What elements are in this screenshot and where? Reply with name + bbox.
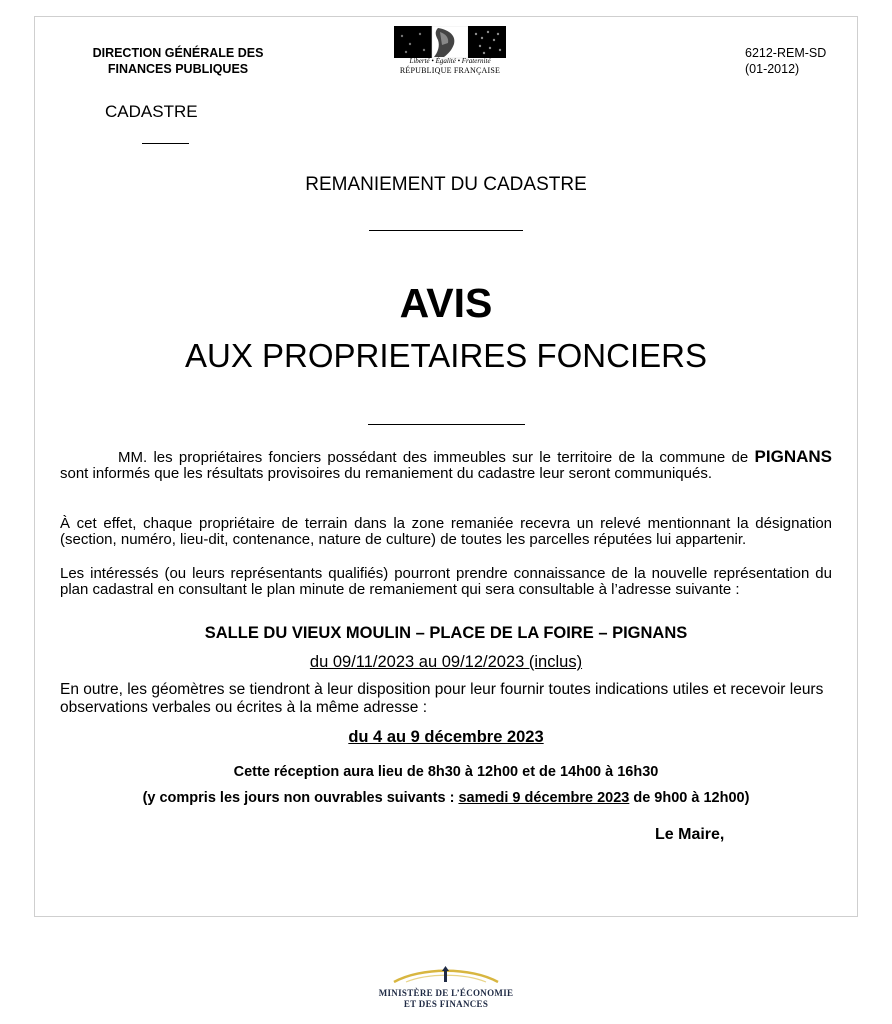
title-divider-top bbox=[369, 230, 523, 231]
logo-name: RÉPUBLIQUE FRANÇAISE bbox=[399, 66, 501, 75]
commune-name: PIGNANS bbox=[754, 447, 833, 466]
service-name: CADASTRE bbox=[105, 102, 198, 121]
consultation-address: SALLE DU VIEUX MOULIN – PLACE DE LA FOIRE – PIGNANS bbox=[204, 624, 688, 642]
intro-text-b: sont informés que les résultats provisoires du remaniement du cadastre leur seront communiqués. bbox=[60, 465, 712, 482]
service-underline bbox=[142, 143, 189, 144]
paragraph-intro bbox=[60, 449, 832, 482]
notice-subject: REMANIEMENT DU CADASTRE bbox=[305, 174, 587, 195]
ref-date: (01-2012) bbox=[745, 62, 800, 76]
non-working-days-text-b: de 9h00 à 12h00) bbox=[633, 790, 750, 806]
org-line-1: DIRECTION GÉNÉRALE DES bbox=[92, 46, 264, 60]
geometres-period-text: du 4 au 9 décembre 2023 bbox=[348, 728, 544, 746]
ref-code: 6212-REM-SD bbox=[745, 46, 827, 60]
non-working-days bbox=[0, 790, 892, 806]
notice-title: AVIS bbox=[399, 280, 493, 326]
geometres-period bbox=[0, 728, 892, 747]
paragraph-geometres: En outre, les géomètres se tiendront à leur disposition pour leur fournir toutes indications utiles et recevoir leurs observations verbales ou écrites à la même adresse : bbox=[60, 681, 824, 716]
org-line-2: FINANCES PUBLIQUES bbox=[107, 62, 249, 76]
non-working-days-text-a: (y compris les jours non ouvrables suivants : bbox=[142, 790, 455, 806]
issuing-organization bbox=[58, 45, 298, 77]
ministry-line-2: ET DES FINANCES bbox=[403, 999, 489, 1009]
consultation-period bbox=[0, 653, 892, 672]
paragraph-consultation: Les intéressés (ou leurs représentants qualifiés) pourront prendre connaissance de la nouvelle représentation du plan cadastral en consultant le plan minute de remaniement qui sera consultable à l’adresse suivante : bbox=[60, 565, 832, 598]
form-reference bbox=[745, 45, 826, 77]
intro-text-a: MM. les propriétaires fonciers possédant des immeubles sur le territoire de la commune de bbox=[118, 449, 749, 466]
consultation-period-text: du 09/11/2023 au 09/12/2023 (inclus) bbox=[309, 653, 583, 671]
logo-motto: Liberté • Égalité • Fraternité bbox=[409, 57, 491, 65]
ministry-line-1: MINISTÈRE DE L’ÉCONOMIE bbox=[378, 988, 514, 998]
ministry-arc-icon bbox=[366, 965, 526, 983]
notice-audience: AUX PROPRIETAIRES FONCIERS bbox=[185, 337, 707, 374]
non-working-date: samedi 9 décembre 2023 bbox=[458, 790, 630, 806]
paragraph-releve: À cet effet, chaque propriétaire de terrain dans la zone remaniée recevra un relevé mentionnant la désignation (section, numéro, lieu-dit, contenance, nature de culture) de toutes les parcelles réputées lui appartenir. bbox=[60, 515, 832, 548]
title-divider-bottom bbox=[368, 424, 525, 425]
ministry-logo bbox=[366, 965, 526, 1010]
signature: Le Maire, bbox=[655, 826, 725, 843]
reception-hours: Cette réception aura lieu de 8h30 à 12h00 et de 14h00 à 16h30 bbox=[233, 764, 659, 780]
republique-francaise-logo bbox=[394, 26, 506, 85]
